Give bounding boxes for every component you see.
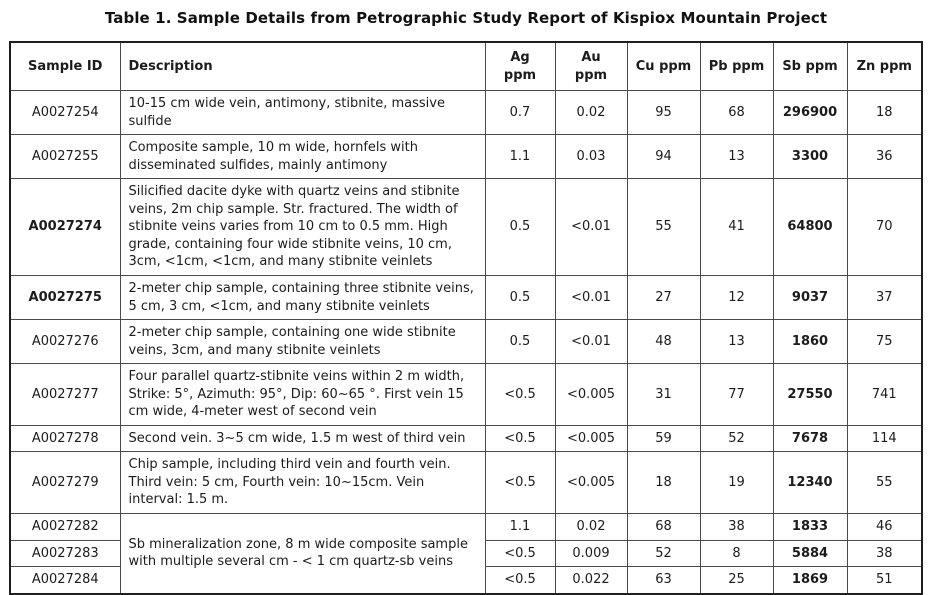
ag-ppm-cell: <0.5 [485,364,555,426]
pb-ppm-cell: 12 [700,276,773,320]
cu-ppm-cell: 68 [627,514,700,541]
table-row [10,425,922,452]
ag-ppm-cell: 0.7 [485,91,555,135]
au-ppm-cell: 0.009 [555,540,627,567]
sb-ppm-cell: 64800 [773,179,847,276]
sb-ppm-cell: 1860 [773,320,847,364]
sample-id-cell: A0027275 [10,276,120,320]
cu-ppm-cell: 18 [627,452,700,514]
sample-id-cell: A0027278 [10,425,120,452]
sample-details-table [9,41,923,595]
sample-id-cell: A0027283 [10,540,120,567]
shared-description-cell: Sb mineralization zone, 8 m wide composite sample with multiple several cm - < 1 cm quartz-sb veins [120,514,485,594]
au-ppm-cell: 0.03 [555,135,627,179]
column-header-ag-ppm: Ag ppm [485,42,555,91]
sample-id-cell: A0027254 [10,91,120,135]
sample-id-cell: A0027282 [10,514,120,541]
sb-ppm-cell: 296900 [773,91,847,135]
zn-ppm-cell: 46 [847,514,922,541]
sample-id-cell: A0027277 [10,364,120,426]
description-cell: 10-15 cm wide vein, antimony, stibnite, massive sulfide [120,91,485,135]
description-cell: Second vein. 3~5 cm wide, 1.5 m west of third vein [120,425,485,452]
column-header-au-ppm: Au ppm [555,42,627,91]
zn-ppm-cell: 36 [847,135,922,179]
description-cell: 2-meter chip sample, containing one wide stibnite veins, 3cm, and many stibnite veinlets [120,320,485,364]
zn-ppm-cell: 75 [847,320,922,364]
ag-ppm-cell: 1.1 [485,514,555,541]
pb-ppm-cell: 77 [700,364,773,426]
cu-ppm-cell: 63 [627,567,700,594]
pb-ppm-cell: 8 [700,540,773,567]
sb-ppm-cell: 3300 [773,135,847,179]
table-row [10,514,922,541]
table-row [10,135,922,179]
au-ppm-cell: <0.01 [555,179,627,276]
au-ppm-cell: 0.02 [555,514,627,541]
description-cell: Four parallel quartz-stibnite veins within 2 m width, Strike: 5°, Azimuth: 95°, Dip: 60~65 °. First vein 15 cm wide, 4-meter west of second vein [120,364,485,426]
au-ppm-cell: 0.02 [555,91,627,135]
ag-ppm-cell: 1.1 [485,135,555,179]
description-cell: Silicified dacite dyke with quartz veins and stibnite veins, 2m chip sample. Str. fractured. The width of stibnite veins varies from 10 cm to 0.5 mm. High grade, containing four wide stibnite veins, 10 cm, 3cm, <1cm, <1cm, and many stibnite veinlets [120,179,485,276]
header-row [10,42,922,91]
table-row [10,452,922,514]
zn-ppm-cell: 741 [847,364,922,426]
cu-ppm-cell: 27 [627,276,700,320]
sb-ppm-cell: 9037 [773,276,847,320]
sample-id-cell: A0027276 [10,320,120,364]
pb-ppm-cell: 25 [700,567,773,594]
au-ppm-cell: <0.005 [555,364,627,426]
ag-ppm-cell: 0.5 [485,276,555,320]
zn-ppm-cell: 114 [847,425,922,452]
zn-ppm-cell: 55 [847,452,922,514]
table-row [10,276,922,320]
ag-ppm-cell: 0.5 [485,320,555,364]
au-ppm-cell: <0.005 [555,425,627,452]
column-header-zn-ppm: Zn ppm [847,42,922,91]
cu-ppm-cell: 95 [627,91,700,135]
ag-ppm-cell: <0.5 [485,540,555,567]
pb-ppm-cell: 68 [700,91,773,135]
sb-ppm-cell: 1869 [773,567,847,594]
column-header-cu-ppm: Cu ppm [627,42,700,91]
column-header-sb-ppm: Sb ppm [773,42,847,91]
zn-ppm-cell: 37 [847,276,922,320]
au-ppm-cell: <0.01 [555,320,627,364]
sb-ppm-cell: 5884 [773,540,847,567]
pb-ppm-cell: 52 [700,425,773,452]
ag-ppm-cell: <0.5 [485,452,555,514]
sample-id-cell: A0027279 [10,452,120,514]
pb-ppm-cell: 41 [700,179,773,276]
zn-ppm-cell: 51 [847,567,922,594]
cu-ppm-cell: 31 [627,364,700,426]
sample-id-cell: A0027255 [10,135,120,179]
pb-ppm-cell: 19 [700,452,773,514]
table-row [10,364,922,426]
au-ppm-cell: <0.01 [555,276,627,320]
pb-ppm-cell: 38 [700,514,773,541]
zn-ppm-cell: 70 [847,179,922,276]
description-cell: 2-meter chip sample, containing three stibnite veins, 5 cm, 3 cm, <1cm, and many stibnite veinlets [120,276,485,320]
description-cell: Chip sample, including third vein and fourth vein. Third vein: 5 cm, Fourth vein: 10~15cm. Vein interval: 1.5 m. [120,452,485,514]
sample-id-cell: A0027274 [10,179,120,276]
description-cell: Composite sample, 10 m wide, hornfels with disseminated sulfides, mainly antimony [120,135,485,179]
zn-ppm-cell: 38 [847,540,922,567]
pb-ppm-cell: 13 [700,320,773,364]
sample-id-cell: A0027284 [10,567,120,594]
table-row [10,320,922,364]
sb-ppm-cell: 27550 [773,364,847,426]
table-row [10,179,922,276]
ag-ppm-cell: 0.5 [485,179,555,276]
cu-ppm-cell: 94 [627,135,700,179]
cu-ppm-cell: 52 [627,540,700,567]
au-ppm-cell: 0.022 [555,567,627,594]
ag-ppm-cell: <0.5 [485,425,555,452]
au-ppm-cell: <0.005 [555,452,627,514]
column-header-sample-id: Sample ID [10,42,120,91]
sb-ppm-cell: 7678 [773,425,847,452]
table-caption: Table 1. Sample Details from Petrographic Study Report of Kispiox Mountain Project [104,9,828,27]
cu-ppm-cell: 55 [627,179,700,276]
sb-ppm-cell: 1833 [773,514,847,541]
pb-ppm-cell: 13 [700,135,773,179]
cu-ppm-cell: 48 [627,320,700,364]
column-header-description: Description [120,42,485,91]
cu-ppm-cell: 59 [627,425,700,452]
table-row [10,91,922,135]
column-header-pb-ppm: Pb ppm [700,42,773,91]
zn-ppm-cell: 18 [847,91,922,135]
sb-ppm-cell: 12340 [773,452,847,514]
ag-ppm-cell: <0.5 [485,567,555,594]
